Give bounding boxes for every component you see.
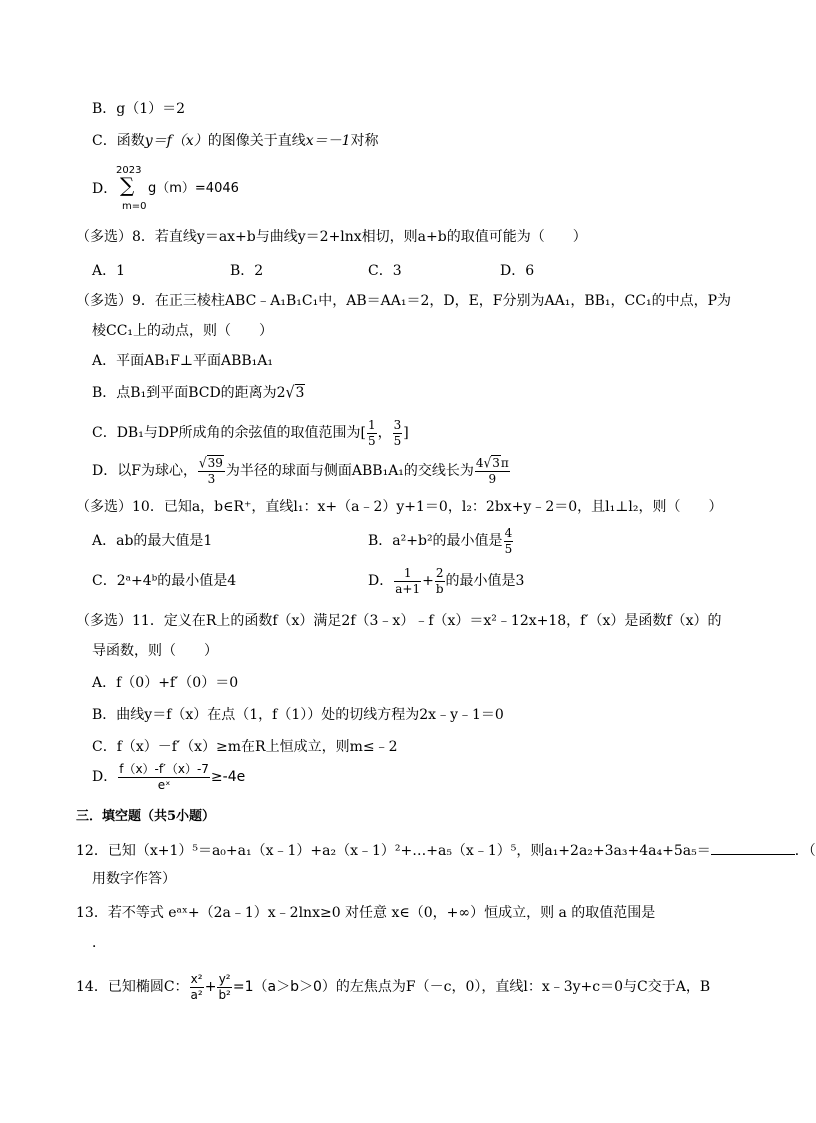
q9-c-close: ]: [403, 425, 409, 441]
q11-stem-line2: 导函数，则（ ）: [92, 643, 218, 659]
q9-c-separator: ，: [377, 425, 392, 441]
q7-c-pre: C．函数: [92, 133, 145, 149]
q10-b-text: B．a²+b²的最小值是: [368, 533, 503, 549]
q11-d-fraction: [118, 762, 210, 793]
q7-c-mid: 的图像关于直线: [207, 133, 306, 149]
q9-d-pre: D．以F为球心，: [92, 463, 197, 479]
q8-stem: （多选）8．若直线y＝ax+b与曲线y＝2+lnx相切，则a+b的取值可能为（ ）: [76, 229, 587, 245]
q10-option-b: [368, 524, 514, 558]
fraction-numerator: y²: [218, 971, 231, 986]
q14-line1: [76, 968, 710, 1006]
q12-text-end: ．（: [794, 843, 816, 859]
q14-plus: +: [204, 979, 217, 995]
q7-d-lower-limit: m=0: [122, 201, 147, 212]
fraction-denominator: a+1: [395, 581, 421, 596]
q10-option-a: A．ab的最大值是1: [92, 533, 213, 549]
fraction-numerator: f（x）-f′（x）-7: [119, 761, 209, 776]
q9-b-radicand: 3: [295, 385, 305, 401]
q11-d-text: ≥-4e: [210, 769, 246, 785]
fraction-numerator: 3: [393, 417, 402, 432]
q10-option-d: [368, 564, 524, 598]
q9-d-radius-fraction: $\frac{√39}{3}$: [198, 454, 223, 486]
q9-d-radius-radicand: 39: [207, 455, 223, 470]
q10-d-fraction-2: [435, 566, 445, 597]
q14-eq: =1（a＞b＞0）: [232, 979, 336, 995]
fraction-numerator: 4: [504, 525, 513, 540]
q7-d-expr: g（m）=4046: [148, 181, 239, 196]
q9-option-a: A．平面AB₁F⊥平面ABB₁A₁: [92, 353, 274, 369]
q9-d-length-fraction: $\frac{4√3\pi}{9}$: [475, 454, 509, 486]
q7-option-c: [92, 132, 379, 150]
q8-option-a: A．1: [92, 263, 126, 279]
q9-d-length-coef: 4: [475, 455, 484, 470]
q10-d-fraction-1: [394, 566, 421, 597]
fraction-denominator: b²: [218, 987, 231, 1002]
q8-option-c: C．3: [368, 263, 402, 279]
fraction-denominator: b: [435, 581, 444, 596]
fraction-denominator: 3: [207, 471, 216, 486]
q10-b-fraction: [504, 526, 514, 557]
fraction-denominator: a²: [190, 987, 203, 1002]
q13-line2: ．: [92, 935, 106, 951]
q11-option-a: A．f（0）+f′（0）＝0: [92, 675, 239, 691]
q10-stem: （多选）10．已知a，b∈R⁺，直线l₁：x+（a﹣2）y+1＝0，l₂：2bx+y﹣2＝0，且l₁⊥l₂，则（ ）: [76, 499, 723, 515]
fraction-denominator: 5: [504, 541, 513, 556]
q13-line1: 13．若不等式 eᵃˣ+（2a﹣1）x﹣2lnx≥0 对任意 x∈（0，+∞）恒成立，则 a 的取值范围是: [76, 905, 656, 921]
sqrt-symbol: √3: [285, 383, 305, 403]
fraction-numerator: 2: [435, 565, 444, 580]
fraction-numerator: 1: [394, 566, 421, 582]
q9-option-d: [92, 454, 511, 488]
q11-d-label: D．: [92, 769, 118, 785]
q11-option-c: C．f（x）－f′（x）≥m在R上恒成立，则m≤﹣2: [92, 739, 398, 755]
q8-option-b: B．2: [230, 263, 264, 279]
q9-d-length-radicand: 3: [492, 455, 500, 470]
q8-option-d: D．6: [500, 263, 535, 279]
q9-c-fraction-1: [367, 418, 377, 449]
q11-option-b: B．曲线y＝f（x）在点（1，f（1））处的切线方程为2x﹣y﹣1＝0: [92, 707, 504, 723]
q9-d-length-pi: π: [500, 455, 509, 470]
q10-d-text: 的最小值是3: [445, 573, 525, 589]
q9-b-text: B．点B₁到平面BCD的距离为2: [92, 385, 286, 401]
q7-c-expr: y＝f（x）: [144, 133, 208, 149]
q7-d-upper-limit: 2023: [116, 165, 142, 176]
sigma-icon: ∑: [120, 173, 135, 197]
q11-stem-line1: （多选）11．定义在R上的函数f（x）满足2f（3﹣x）﹣f（x）＝x²﹣12x+18，f′（x）是函数f（x）的: [76, 613, 722, 629]
q10-d-label: D．: [368, 573, 394, 589]
q12-text: 12．已知（x+1）⁵＝a₀+a₁（x﹣1）+a₂（x﹣1）²+…+a₅（x﹣1）⁵，则a₁+2a₂+3a₃+4a₄+5a₅＝: [76, 843, 711, 859]
q14-pre: 14．已知椭圆C：: [76, 979, 189, 995]
fraction-denominator: eˣ: [157, 777, 171, 792]
q9-c-fraction-2: [393, 418, 403, 449]
fraction-denominator: 5: [393, 433, 402, 448]
q9-option-c: [92, 416, 409, 450]
fraction-denominator: 9: [488, 471, 497, 486]
fraction-denominator: 5: [367, 433, 376, 448]
q12-line1: [76, 840, 816, 860]
q14-fraction-1: [190, 972, 204, 1003]
q7-option-b: B．g（1）＝2: [92, 101, 186, 117]
fraction-numerator: 1: [367, 417, 376, 432]
q9-stem-line1: （多选）9．在正三棱柱ABC﹣A₁B₁C₁中，AB＝AA₁＝2，D，E，F分别为AA₁，BB₁，CC₁的中点，P为: [76, 293, 731, 309]
q9-d-mid: 为半径的球面与侧面ABB₁A₁的交线长为: [225, 463, 474, 479]
q7-option-d: [92, 162, 252, 214]
q7-d-label: D．: [92, 181, 118, 197]
q10-d-plus: +: [422, 573, 434, 589]
q14-fraction-2: [217, 972, 231, 1003]
answer-blank[interactable]: [711, 840, 795, 855]
q7-c-x: x＝－1: [305, 133, 351, 149]
q12-line2: 用数字作答）: [92, 871, 176, 887]
q9-option-b: [92, 384, 305, 402]
fraction-numerator: x²: [190, 971, 203, 986]
q14-post: 的左焦点为F（－c，0），直线l：x﹣3y+c＝0与C交于A，B: [335, 979, 711, 995]
q9-stem-line2: 棱CC₁上的动点，则（ ）: [92, 323, 274, 339]
section-title: 三．填空题（共5小题）: [76, 809, 216, 824]
q10-option-c: C．2ᵃ+4ᵇ的最小值是4: [92, 573, 237, 589]
q9-c-text: C．DB₁与DP所成角的余弦值的取值范围为[: [92, 425, 366, 441]
q7-c-post: 对称: [350, 133, 379, 149]
q11-option-d: [92, 760, 245, 794]
